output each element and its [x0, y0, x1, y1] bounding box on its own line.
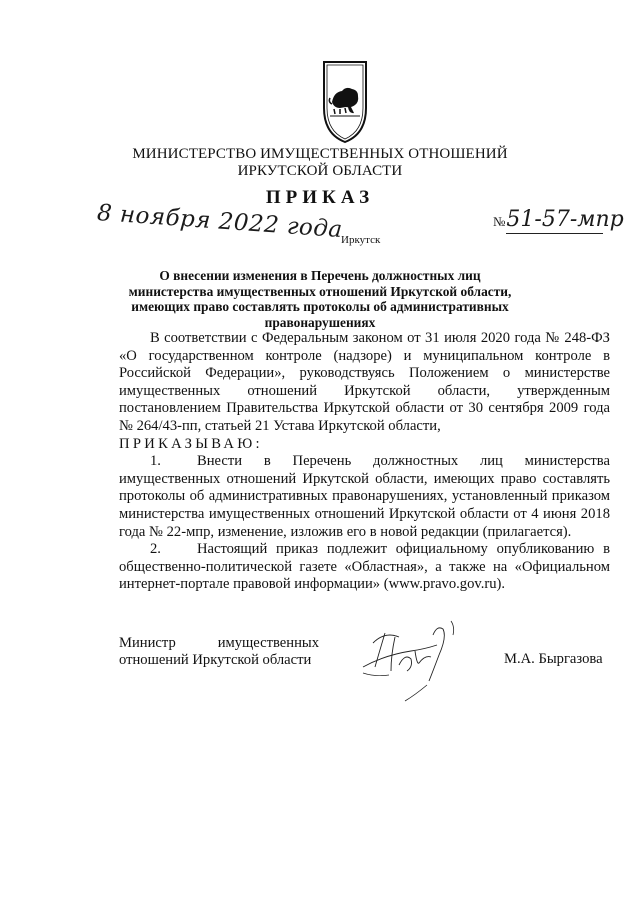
- city-label: Иркутск: [341, 234, 381, 246]
- document-number: [493, 207, 624, 232]
- position-line2: отношений Иркутской области: [119, 652, 312, 668]
- signatory-name: М.А. Быргазова: [504, 651, 603, 667]
- item-text: Настоящий приказ подлежит официальному опубликованию в общественно-политической газете «Областная», а также на «Официальном интернет-портале правовой информации» (www.pravo.gov.ru).: [119, 541, 610, 593]
- number-sign: №: [493, 214, 506, 229]
- order-heading: О внесении изменения в Перечень должностных лиц министерства имущественных отношений Иркутской области, имеющих право составлять протоколы об административных правонарушениях: [128, 268, 512, 330]
- order-item-2: [119, 541, 610, 594]
- item-text: Внести в Перечень должностных лиц министерства имущественных отношений Иркутской области, имеющих право составлять протоколы об административных правонарушениях, установленный приказом министерства имущественных отношений Иркутской области от 4 июня 2018 года № 22-мпр, изменение, изложив его в новой редакции (прилагается).: [119, 453, 610, 540]
- item-number: 1.: [150, 453, 161, 470]
- position-word-minister: Министр: [119, 635, 176, 651]
- number-underline: [506, 233, 603, 234]
- ministry-name-line1: МИНИСТЕРСТВО ИМУЩЕСТВЕННЫХ ОТНОШЕНИЙ: [132, 146, 508, 162]
- order-item-1: [119, 453, 610, 541]
- handwritten-date: 8 ноября 2022 года: [96, 200, 344, 244]
- preamble-paragraph: В соответствии с Федеральным законом от 31 июля 2020 года № 248-ФЗ «О государственном контроле (надзоре) и муниципальном контроле в Российской Федерации», руководствуясь Положением о министерстве имущественных отношений Иркутской области, утвержденным постановлением Правительства Иркутской области от 30 сентября 2009 года № 264/43-пп, статьей 21 Устава Иркутской области,: [119, 330, 610, 434]
- handwritten-number: 51-57-мпр: [506, 207, 624, 232]
- coat-of-arms-emblem: [318, 58, 372, 144]
- document-type-title: ПРИКАЗ: [265, 187, 375, 208]
- signatory-position: [119, 635, 319, 669]
- order-body: [119, 330, 610, 594]
- ministry-name-line2: ИРКУТСКОЙ ОБЛАСТИ: [237, 163, 403, 179]
- position-word-property: имущественных: [217, 635, 319, 651]
- handwritten-signature: [355, 615, 465, 710]
- item-number: 2.: [150, 541, 161, 558]
- order-word: ПРИКАЗЫВАЮ:: [119, 435, 263, 452]
